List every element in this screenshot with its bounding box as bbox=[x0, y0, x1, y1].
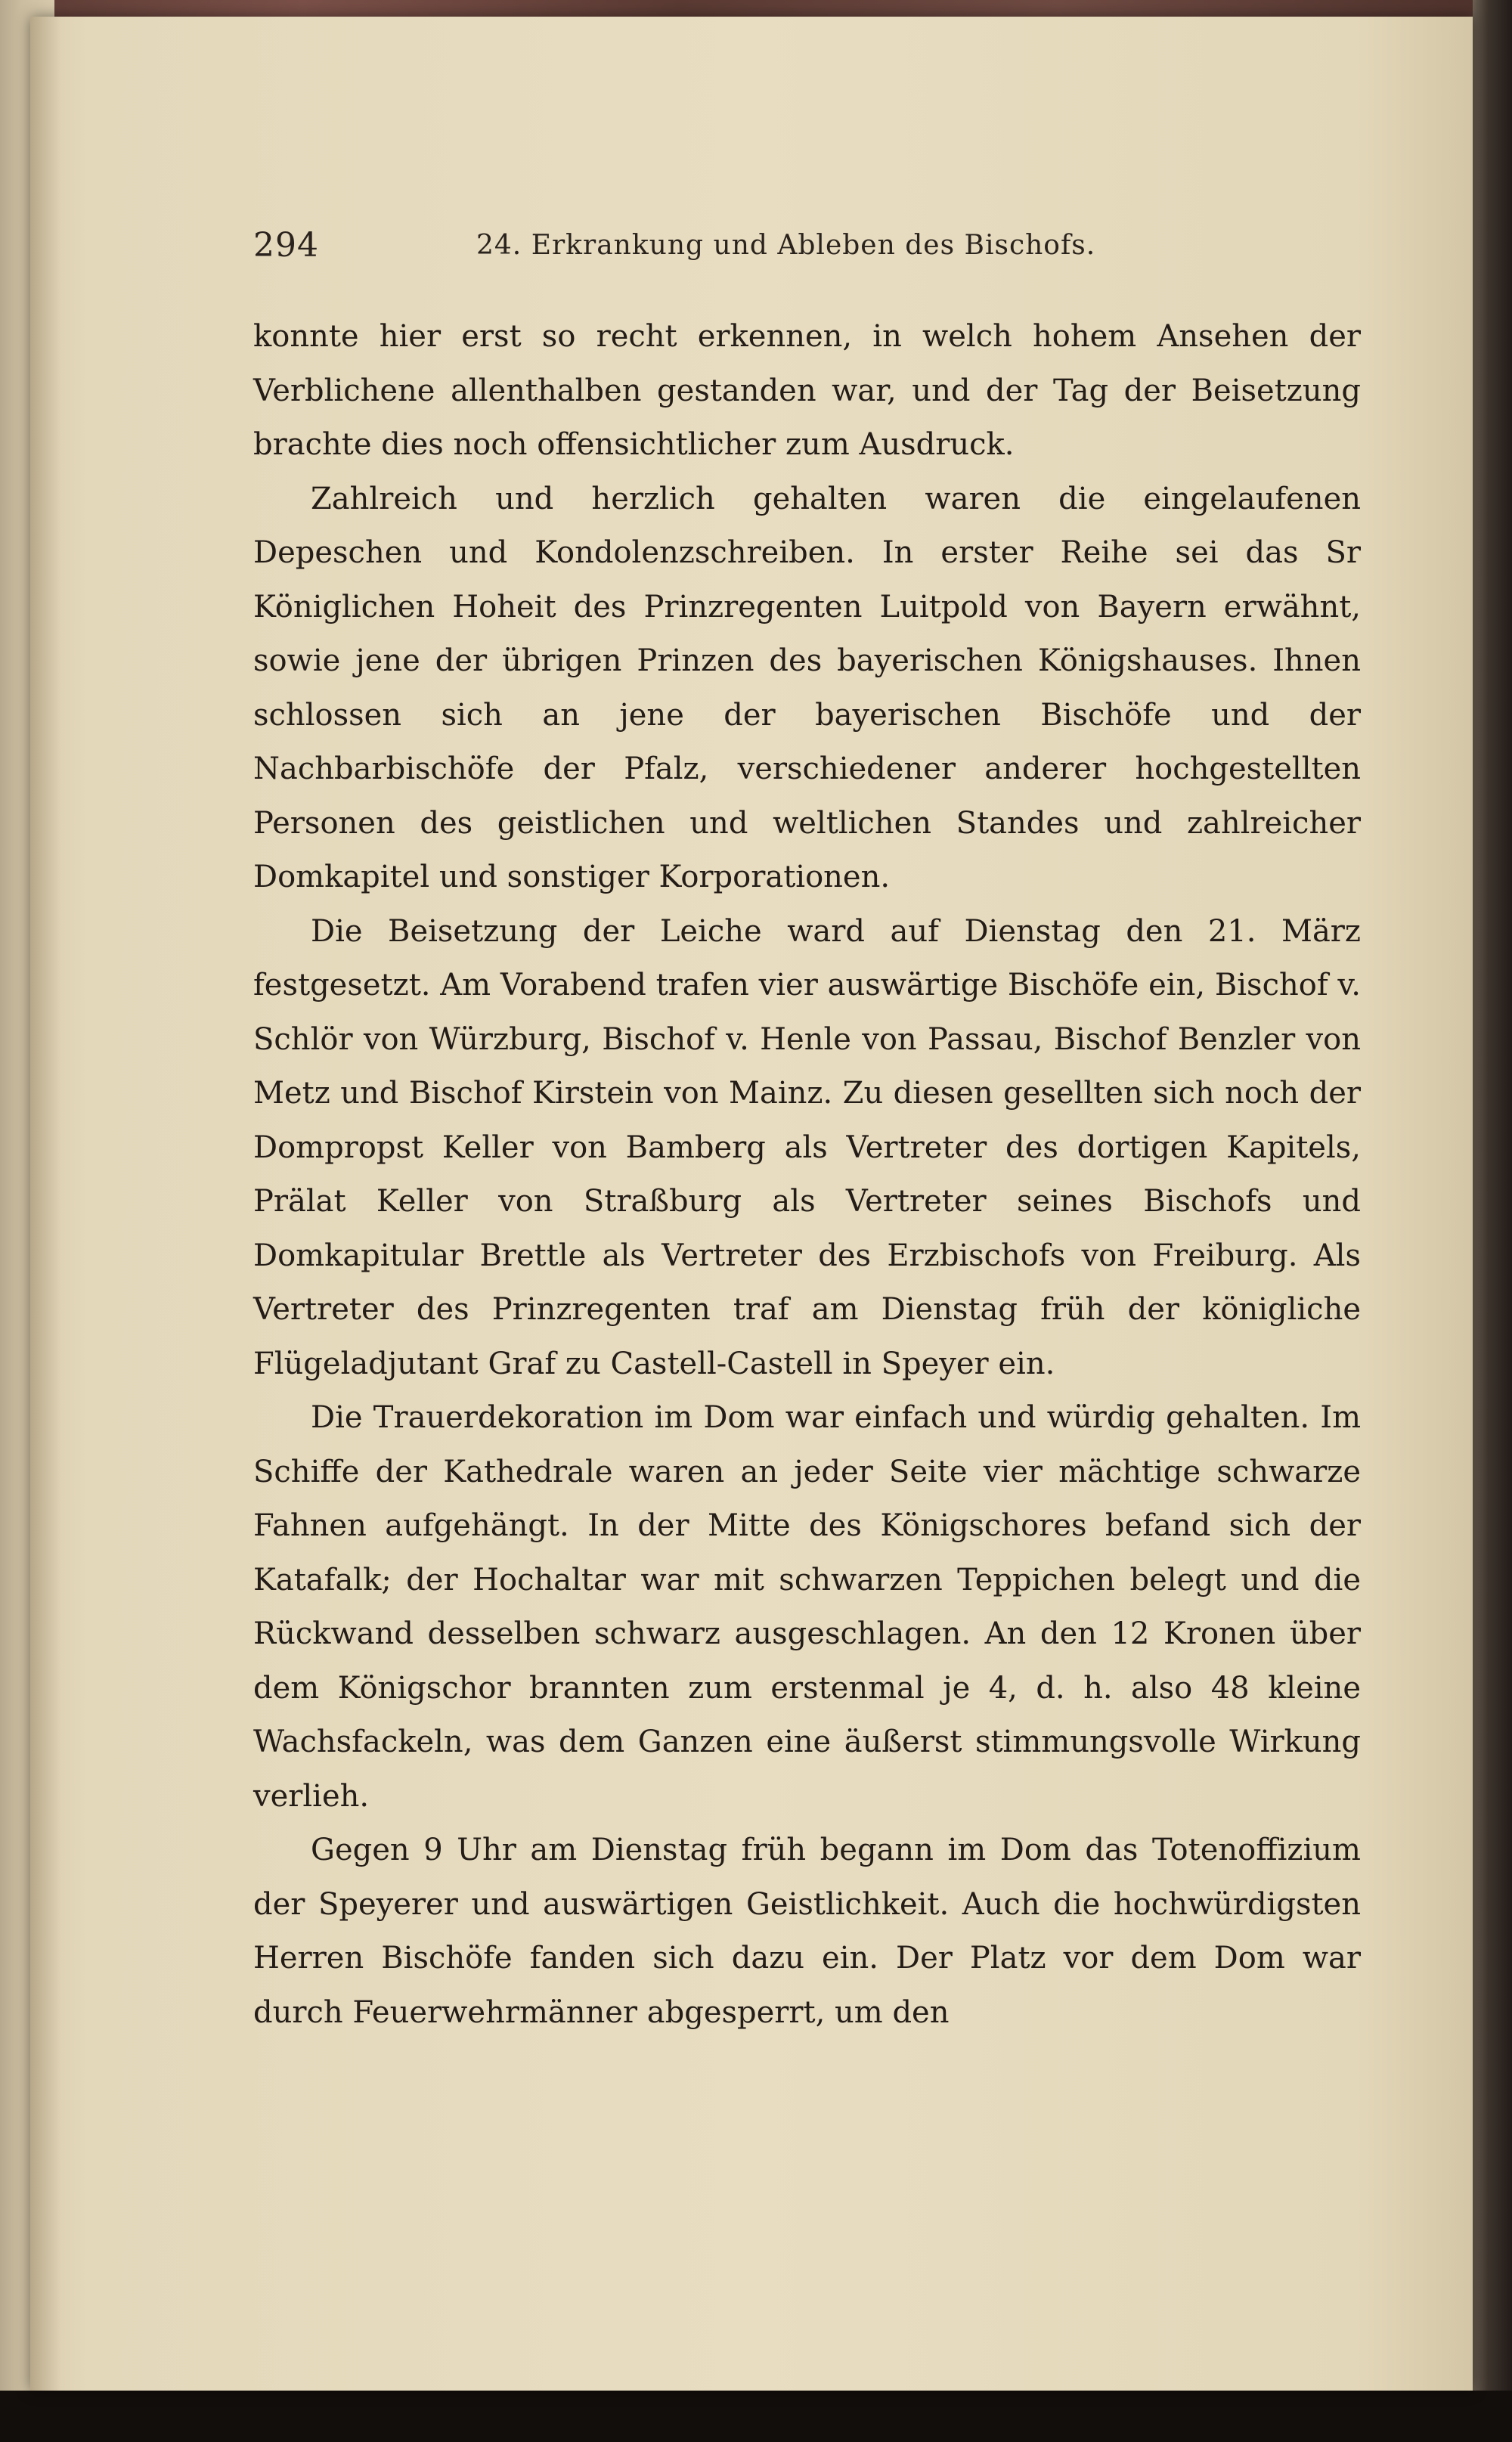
running-title: 24. Erkrankung und Ableben des Bischofs. bbox=[476, 230, 1096, 261]
page-header bbox=[253, 219, 1357, 272]
paragraph-mourning-decoration: Die Trauerdekoration im Dom war einfach und würdig gehalten. Im Schiffe der Kathedrale waren an jeder Seite vier mächtige schwarze Fahnen aufgehängt. In der Mitte des Königschores befand sich der Katafalk; der Hochaltar war mit schwarzen Teppichen belegt und die Rückwand desselben schwarz ausgeschlagen. An den 12 Kronen über dem Königschor brannten zum erstenmal je 4, d. h. also 48 kleine Wachsfackeln, was dem Ganzen eine äußerst stimmungsvolle Wirkung verlieh. bbox=[253, 1400, 1361, 1814]
body-text bbox=[253, 310, 1361, 2040]
paragraph-continuation: konnte hier erst so recht erkennen, in welch hohem Ansehen der Verblichene allenthalben gestanden war, und der Tag der Beisetzung brachte dies noch offensichtlicher zum Ausdruck. bbox=[253, 319, 1361, 462]
page-number: 294 bbox=[253, 226, 319, 265]
page-gutter-shadow bbox=[30, 17, 60, 2391]
paragraph-requiem-office: Gegen 9 Uhr am Dienstag früh begann im Dom das Totenoffizium der Speyerer und auswärtigen Geistlichkeit. Auch die hochwürdigsten Herren Bischöfe fanden sich dazu ein. Der Platz vor dem Dom war durch Feuerwehrmänner abgesperrt, um den bbox=[253, 1833, 1361, 2030]
book-cover-board bbox=[1473, 0, 1512, 2442]
paragraph-burial-date: Die Beisetzung der Leiche ward auf Dienstag den 21. März festgesetzt. Am Vorabend trafen vier auswärtige Bischöfe ein, Bischof v. Schlör von Würzburg, Bischof v. Henle von Passau, Bischof Benzler von Metz und Bischof Kirstein von Mainz. Zu diesen gesellten sich noch der Dompropst Keller von Bamberg als Vertreter des dortigen Kapitels, Prälat Keller von Straßburg als Vertreter seines Bischofs und Domkapitular Brettle als Vertreter des Erzbischofs von Freiburg. Als Vertreter des Prinzregenten traf am Dienstag früh der königliche Flügeladjutant Graf zu Castell-Castell in Speyer ein. bbox=[253, 913, 1361, 1381]
paragraph-condolences: Zahlreich und herzlich gehalten waren die eingelaufenen Depeschen und Kondolenzschreiben. In erster Reihe sei das Sr Königlichen Hoheit des Prinzregenten Luitpold von Bayern erwähnt, sowie jene der übrigen Prinzen des bayerischen Königshauses. Ihnen schlossen sich an jene der bayerischen Bischöfe und der Nachbarbischöfe der Pfalz, verschiedener anderer hochgestellten Personen des geistlichen und weltlichen Standes und zahlreicher Domkapitel und sonstiger Korporationen. bbox=[253, 481, 1361, 894]
scan-bottom-shadow bbox=[0, 2391, 1512, 2442]
